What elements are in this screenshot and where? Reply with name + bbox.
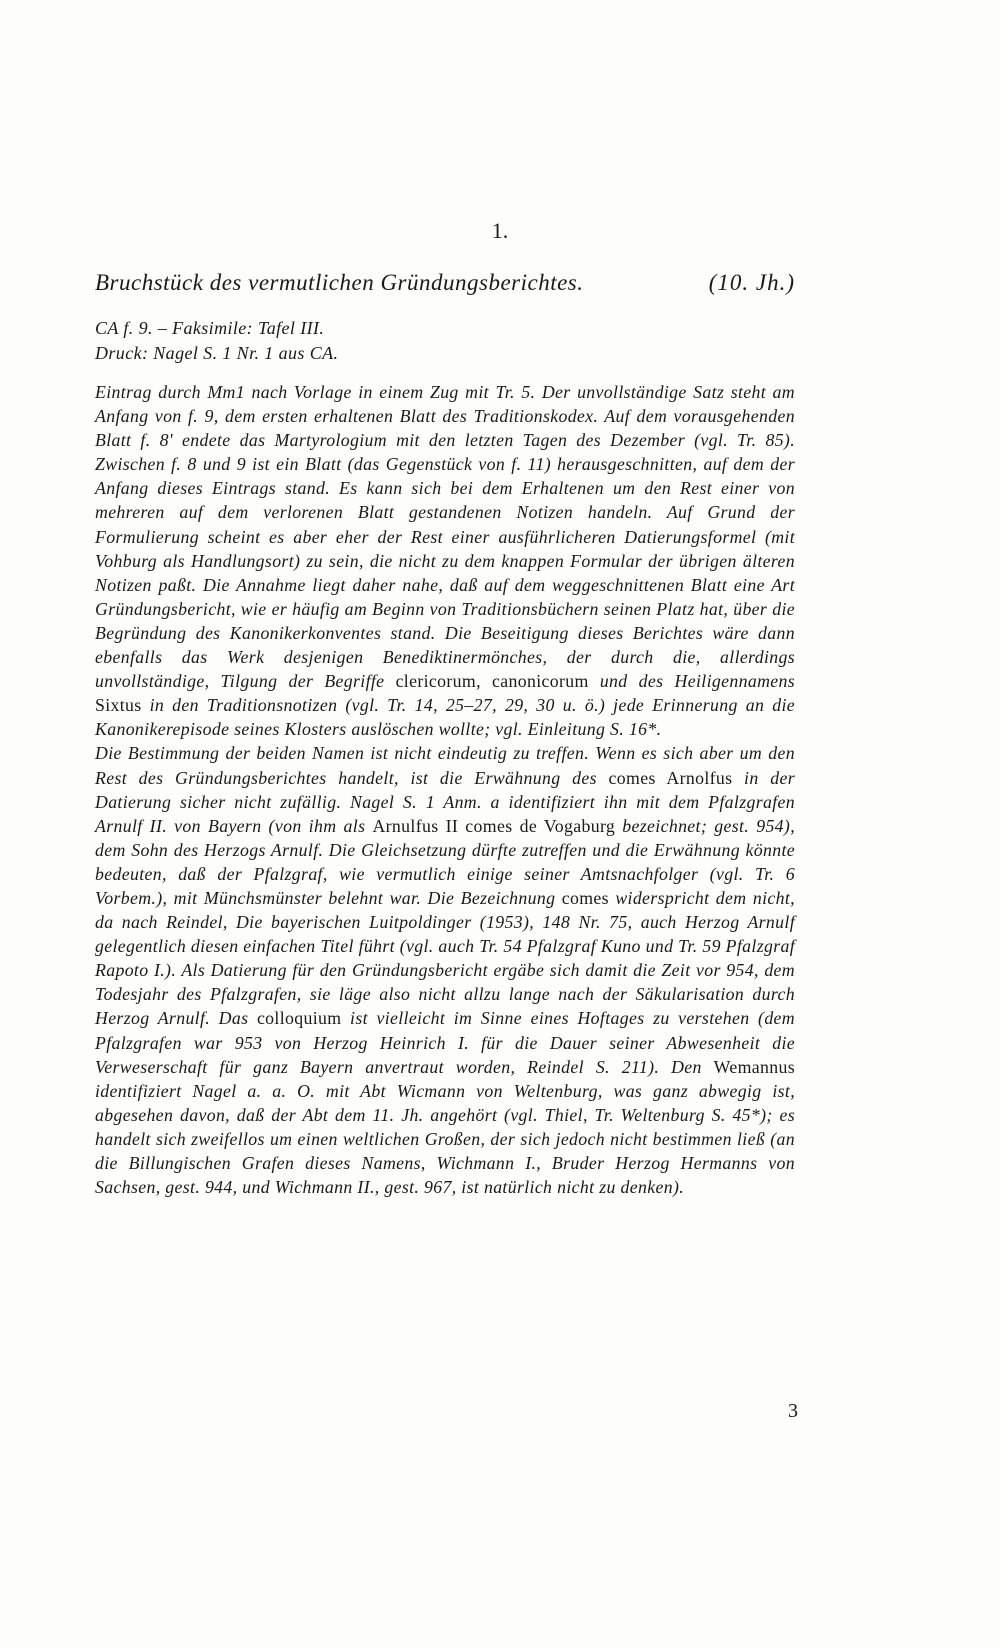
text-segment: Eintrag durch Mm1 nach Vorlage in einem Zug mit Tr. 5. Der unvollständige Satz steht am Anfang von f. 9, dem ersten erhaltenen Blatt des Traditionskodex. Auf dem vorausgehenden Blatt f. 8' endete das Martyrologium mit den letzten Tagen des Dezember (vgl. Tr. 85). Zwischen f. 8 und 9 ist ein Blatt (das Gegenstück von f. 11) herausgeschnitten, auf dem der Anfang dieses Eintrags stand. Es kann sich bei dem Erhaltenen um den Rest einer von mehreren auf dem verlorenen Blatt gestandenen Notizen handeln. Auf Grund der Formulierung scheint es aber eher der Rest einer ausführlicheren Datierungsformel (mit Vohburg als Handlungsort) zu sein, die nicht zu dem knappen Formular der übrigen älteren Notizen paßt. Die Annahme liegt daher nahe, daß auf dem weggeschnittenen Blatt eine Art Gründungsbericht, wie er häufig am Beginn von Traditionsbüchern seinen Platz hat, über die Begründung des Kanonikerkonventes stand. Die Beseitigung dieses Berichtes wäre dann ebenfalls das Werk desjenigen Benediktinermönches, der durch die, allerdings unvollständige, Tilgung der Begriffe — [95, 382, 795, 692]
term-upright: Wemannus — [713, 1056, 795, 1077]
source-line: CA f. 9. – Faksimile: Tafel III. — [95, 318, 325, 338]
term-upright: Arnulfus II comes de Vogaburg — [372, 815, 616, 836]
text-segment: in der Datierung sicher nicht zufällig. Nagel S. 1 Anm. a identifiziert ihn mit dem Pfalzgrafen Arnulf II. von Bayern (von ihm als — [95, 767, 795, 836]
term-upright: clericorum, canonicorum — [395, 671, 589, 692]
text-segment: Die Bestimmung der beiden Namen ist nicht eindeutig zu treffen. Wenn es sich aber um den Rest des Gründungsberichtes handelt, ist die Erwähnung des — [95, 743, 795, 788]
text-segment: ist vielleicht im Sinne eines Hoftages zu verstehen (dem Pfalzgrafen war 953 von Herzog Heinrich I. für die Dauer seiner Abwesenheit die Verweserschaft für ganz Bayern anvertraut worden, Reindel S. 211). Den — [95, 1008, 795, 1077]
text-segment: identifiziert Nagel a. a. O. mit Abt Wicmann von Weltenburg, was ganz abwegig ist, abgesehen davon, daß der Abt dem 11. Jh. angehört (vgl. Thiel, Tr. Weltenburg S. 45*); es handelt sich zweifellos um einen weltlichen Großen, der sich jedoch nicht bestimmen ließ (an die Billungischen Grafen dieses Namens, Wichmann I., Bruder Herzog Hermanns von Sachsen, gest. 944, und Wichmann II., gest. 967, ist natürlich nicht zu denken). — [95, 1080, 795, 1198]
text-segment: widerspricht dem nicht, da nach Reindel, Die bayerischen Luitpoldinger (1953), 148 Nr. 75, auch Herzog Arnulf gelegentlich diesen einfachen Titel führt (vgl. auch Tr. 54 Pfalzgraf Kuno und Tr. 59 Pfalzgraf Rapoto I.). Als Datierung für den Gründungsbericht ergäbe sich damit die Zeit vor 954, dem Todesjahr des Pfalzgrafen, sie läge also nicht allzu lange nach der Säkularisation durch Herzog Arnulf. Das — [95, 887, 795, 1029]
term-upright: comes Arnolfus — [608, 767, 733, 788]
term-upright: colloquium — [256, 1008, 342, 1029]
term-upright: comes — [561, 887, 609, 908]
page-number: 3 — [788, 1400, 798, 1422]
commentary-paragraph-2 — [95, 741, 795, 1199]
entry-heading: Bruchstück des vermutlichen Gründungsberichtes. — [95, 270, 584, 295]
print-line: Druck: Nagel S. 1 Nr. 1 aus CA. — [95, 343, 339, 363]
term-upright: Sixtus — [95, 695, 142, 716]
entry-date: (10. Jh.) — [708, 270, 795, 295]
entry-number: 1. — [491, 218, 509, 243]
commentary-body — [95, 380, 795, 1199]
commentary-paragraph-1 — [95, 380, 795, 741]
text-segment: in den Traditionsnotizen (vgl. Tr. 14, 25–27, 29, 30 u. ö.) jede Erinnerung an die Kanonikerepisode seines Klosters auslöschen wollte; vgl. Einleitung S. 16*. — [95, 695, 795, 740]
text-segment: bezeichnet; gest. 954), dem Sohn des Herzogs Arnulf. Die Gleichsetzung dürfte zutreffen und die Erwähnung könnte bedeuten, daß der Pfalzgraf, wie vermutlich einige seiner Amtsnachfolger (vgl. Tr. 6 Vorbem.), mit Münchsmünster belehnt war. Die Bezeichnung — [95, 815, 795, 908]
text-segment: und des Heiligennamens — [588, 671, 796, 692]
